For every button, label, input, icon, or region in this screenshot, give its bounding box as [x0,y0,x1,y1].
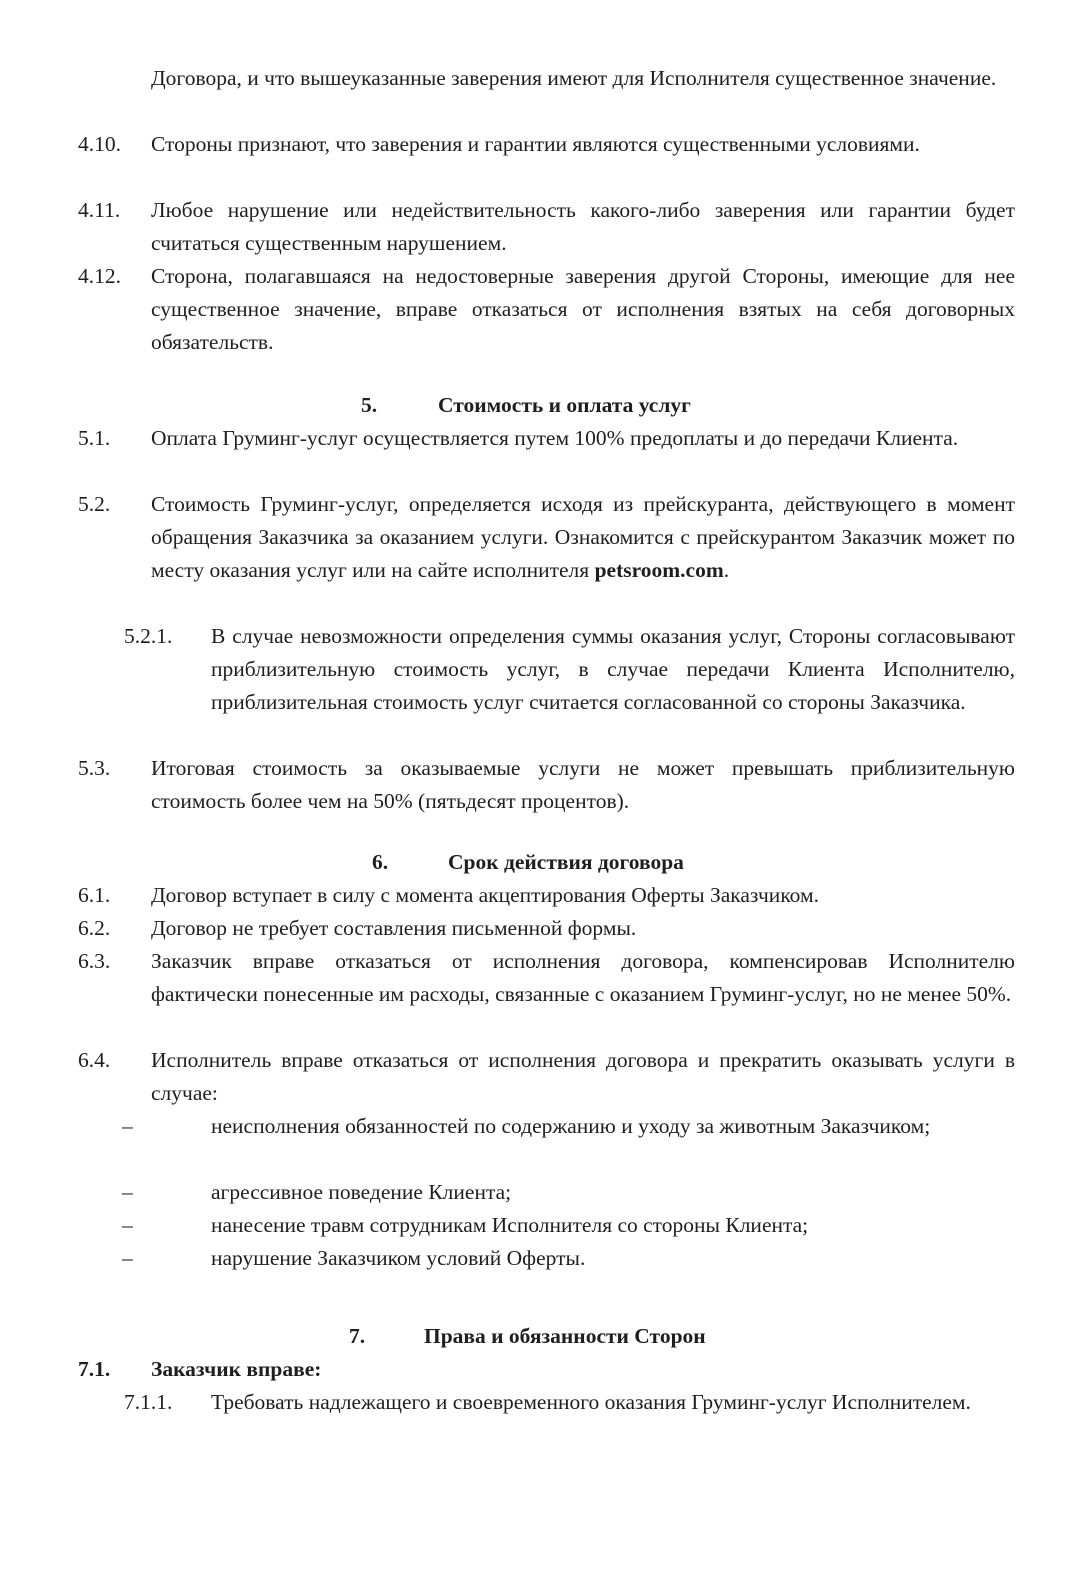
clause-number: 5.2.1. [124,624,173,648]
clause-number: 5.1. [78,426,111,450]
clause-text: Договор вступает в силу с момента акцептирования Оферты Заказчиком. [151,883,819,907]
clause-number: 6.4. [78,1048,111,1072]
clause-text: Любое нарушение или недействительность какого-либо заверения или гарантии будет считаться существенным нарушением. [151,198,1015,255]
clause-number: 6.2. [78,916,111,940]
clause-text: Оплата Груминг-услуг осуществляется путем 100% предоплаты и до передачи Клиента. [151,426,959,450]
clause-text [151,488,1015,587]
clause-number: 4.11. [78,198,121,222]
clause-text: В случае невозможности определения суммы оказания услуг, Стороны согласовывают приблизительную стоимость услуг, в случае передачи Клиента Исполнителю, приблизительная стоимость услуг считается согласованной со стороны Заказчика. [211,624,1015,714]
section-title: Стоимость и оплата услуг [438,393,691,417]
clause-text: Заказчик вправе отказаться от исполнения договора, компенсировав Исполнителю фактически понесенные им расходы, связанные с оказанием Груминг-услуг, но не менее 50%. [151,949,1015,1006]
section-title: Права и обязанности Сторон [424,1324,706,1348]
bullet-dash: – [122,1213,133,1237]
clause-text: Договора, и что вышеуказанные заверения имеют для Исполнителя существенное значение. [151,66,997,90]
bullet-dash: – [122,1180,133,1204]
clause-text: Исполнитель вправе отказаться от исполнения договора и прекратить оказывать услуги в случае: [151,1048,1015,1105]
section-number: 5. [361,393,378,417]
list-item-text: неисполнения обязанностей по содержанию и уходу за животным Заказчиком; [211,1114,931,1138]
bullet-dash: – [122,1246,133,1270]
clause-text: Договор не требует составления письменной формы. [151,916,637,940]
section-number: 7. [349,1324,366,1348]
bullet-dash: – [122,1114,133,1138]
section-title: Срок действия договора [448,850,684,874]
clause-number: 4.12. [78,264,121,288]
clause-number: 6.3. [78,949,111,973]
clause-number: 4.10. [78,132,121,156]
clause-number: 5.3. [78,756,111,780]
clause-text-end: . [723,558,730,582]
clause-text: Итоговая стоимость за оказываемые услуги не может превышать приблизительную стоимость более чем на 50% (пятьдесят процентов). [151,756,1015,813]
clause-number: 7.1. [78,1357,111,1381]
section-number: 6. [372,850,389,874]
clause-number: 6.1. [78,883,111,907]
clause-text: Заказчик вправе: [151,1357,322,1381]
clause-number: 5.2. [78,492,111,516]
website-link[interactable]: petsroom.com [594,558,724,582]
clause-number: 7.1.1. [124,1390,173,1414]
list-item-text: нарушение Заказчиком условий Оферты. [211,1246,586,1270]
clause-text: Сторона, полагавшаяся на недостоверные заверения другой Стороны, имеющие для нее существенное значение, вправе отказаться от исполнения взятых на себя договорных обязательств. [151,264,1015,354]
clause-text-main: Стоимость Груминг-услуг, определяется исходя из прейскуранта, действующего в момент обращения Заказчика за оказанием услуги. Ознакомится с прейскурантом Заказчик может по месту оказания услуг или на сайте исполнителя [151,492,1015,582]
clause-text: Требовать надлежащего и своевременного оказания Груминг-услуг Исполнителем. [211,1390,971,1414]
clause-text: Стороны признают, что заверения и гарантии являются существенными условиями. [151,132,920,156]
list-item-text: агрессивное поведение Клиента; [211,1180,512,1204]
list-item-text: нанесение травм сотрудникам Исполнителя со стороны Клиента; [211,1213,809,1237]
